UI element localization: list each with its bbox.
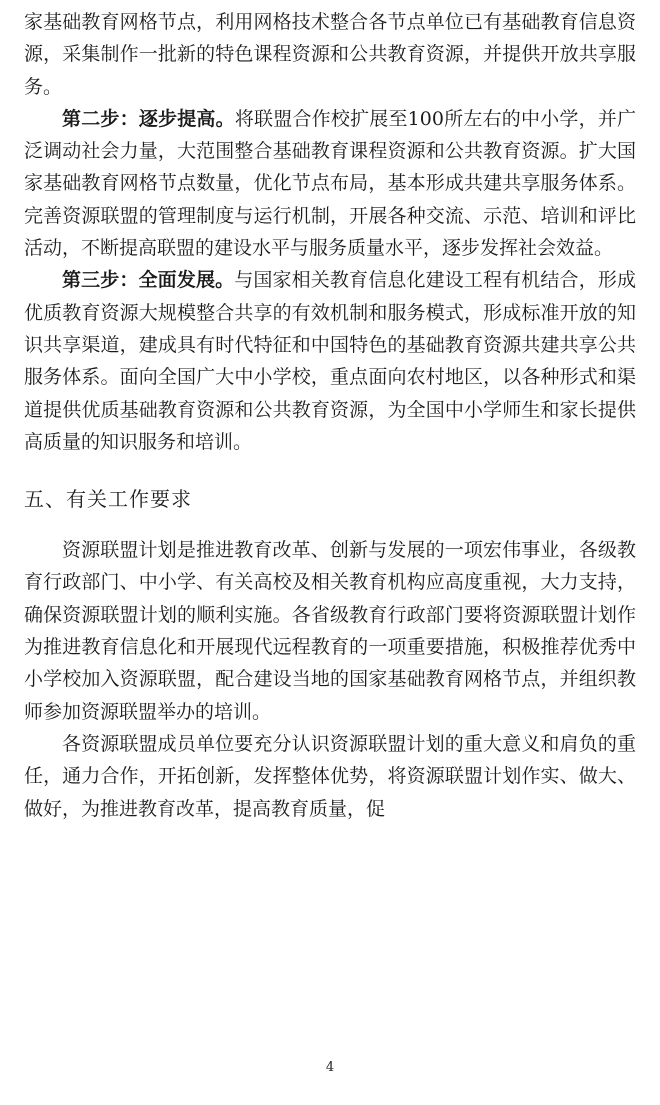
- section5-paragraph-2: 各资源联盟成员单位要充分认识资源联盟计划的重大意义和肩负的重任，通力合作，开拓创新，发挥整体优势，将资源联盟计划作实、做大、做好，为推进教育改革，提高教育质量，促: [24, 732, 636, 820]
- step2-paragraph: [24, 103, 636, 264]
- step3-label: 第三步：全面发展。: [62, 269, 235, 292]
- document-page: [24, 6, 636, 825]
- step2-label: 第二步：逐步提高。: [62, 107, 235, 130]
- step3-paragraph: [24, 264, 636, 458]
- step3-text: 与国家相关教育信息化建设工程有机结合，形成优质教育资源大规模整合共享的有效机制和服务模式，形成标准开放的知识共享渠道，建成具有时代特征和中国特色的基础教育资源共建共享公共服务体系。面向全国广大中小学校，重点面向农村地区，以各种形式和渠道提供优质基础教育资源和公共教育资源，为全国中小学师生和家长提供高质量的知识服务和培训。: [24, 269, 636, 453]
- step2-text: 将联盟合作校扩展至100所左右的中小学，并广泛调动社会力量，大范围整合基础教育课程资源和公共教育资源。扩大国家基础教育网格节点数量，优化节点布局，基本形成共建共享服务体系。完善资源联盟的管理制度与运行机制，开展各种交流、示范、培训和评比活动，不断提高联盟的建设水平与服务质量水平，逐步发挥社会效益。: [24, 107, 636, 260]
- continuation-paragraph: 家基础教育网格节点，利用网格技术整合各节点单位已有基础教育信息资源，采集制作一批新的特色课程资源和公共教育资源，并提供开放共享服务。: [24, 11, 636, 98]
- section5-paragraph-1: 资源联盟计划是推进教育改革、创新与发展的一项宏伟事业，各级教育行政部门、中小学、有关高校及相关教育机构应高度重视，大力支持，确保资源联盟计划的顺利实施。各省级教育行政部门要将资源联盟计划作为推进教育信息化和开展现代远程教育的一项重要措施，积极推荐优秀中小学校加入资源联盟，配合建设当地的国家基础教育网格节点，并组织教师参加资源联盟举办的培训。: [24, 539, 636, 723]
- section5-heading: 五、有关工作要求: [24, 487, 192, 512]
- page-number: 4: [325, 1060, 335, 1075]
